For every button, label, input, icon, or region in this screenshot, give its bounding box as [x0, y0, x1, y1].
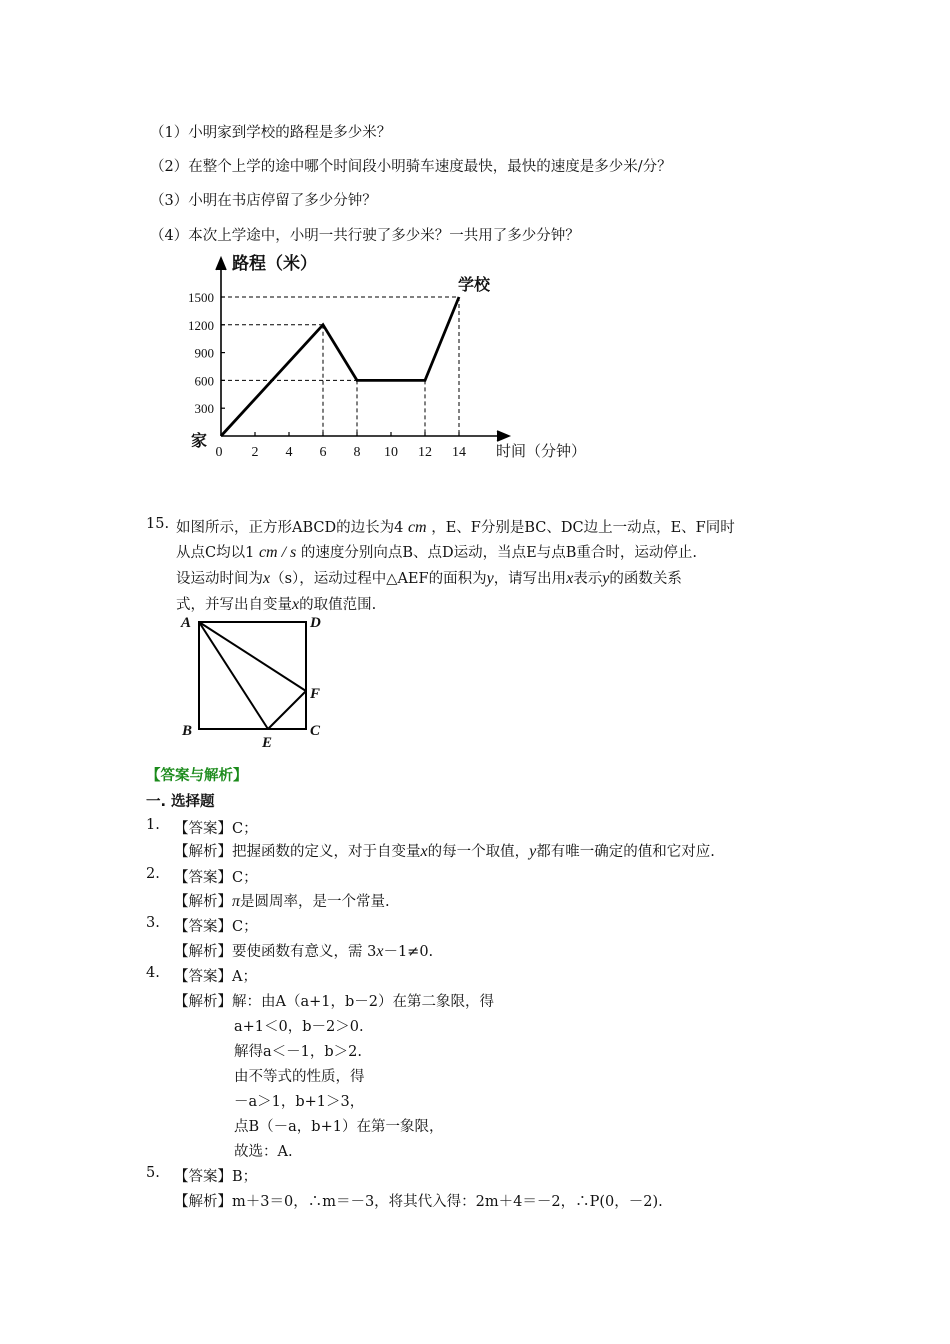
y-tick-label: 1200 — [188, 317, 214, 333]
answer-4: 【答案】A； — [174, 969, 257, 985]
x-axis-arrow — [497, 431, 509, 441]
var-x: x — [263, 570, 271, 587]
x-tick-label: 6 — [319, 445, 327, 460]
symbol-pi: π — [232, 893, 241, 910]
item-number: 1. — [146, 817, 160, 833]
label-b: B — [182, 723, 193, 739]
problem-15-line-1 — [176, 516, 735, 537]
x-tick-label: 10 — [384, 445, 398, 460]
x-tick-label: 2 — [251, 445, 259, 460]
p15-text: 的速度分别向点B、点D运动，当点E与点B重合时，运动停止. — [300, 545, 698, 561]
item-number: 2. — [146, 866, 160, 882]
var-x: x — [376, 943, 384, 960]
problem-15-number: 15. — [146, 516, 170, 532]
explanation-4-line: －a＞1，b+1＞3， — [234, 1094, 365, 1110]
item-number: 5. — [146, 1165, 160, 1181]
y-tick-label: 900 — [194, 345, 214, 361]
explanation-4-line: a+1＜0，b－2＞0. — [234, 1019, 364, 1035]
x-tick-label: 4 — [285, 445, 293, 460]
answer-5: 【答案】B； — [174, 1169, 258, 1185]
x-tick-label: 14 — [452, 445, 466, 460]
y-axis-arrow — [216, 258, 226, 270]
var-y: y — [529, 843, 537, 860]
x-tick-label: 0 — [215, 445, 223, 460]
segment-ef — [268, 691, 306, 729]
distance-time-chart — [180, 250, 620, 470]
var-x: x — [566, 570, 574, 587]
explanation-2 — [174, 890, 390, 911]
item-number: 3. — [146, 915, 160, 931]
question-1: （1）小明家到学校的路程是多少米？ — [150, 125, 392, 141]
square-figure — [176, 610, 336, 750]
p15-text: 式，并写出自变量 — [176, 597, 292, 613]
p15-text: ，E、F分别是BC、DC边上一动点，E、F同时 — [431, 520, 735, 536]
label-f: F — [310, 686, 321, 702]
question-3: （3）小明在书店停留了多少分钟？ — [150, 193, 377, 209]
question-4: （4）本次上学途中，小明一共行驶了多少米？一共用了多少分钟？ — [150, 228, 580, 244]
exp-text: 的每一个取值， — [427, 844, 530, 860]
y-tick-label: 1500 — [188, 290, 214, 305]
answer-1: 【答案】C； — [174, 821, 258, 837]
question-2: （2）在整个上学的途中哪个时间段小明骑车速度最快，最快的速度是多少米/分？ — [150, 159, 672, 175]
p15-text: ，请写出用 — [493, 571, 567, 587]
explanation-4-line: 解得a＜－1，b＞2. — [234, 1044, 362, 1060]
var-x: x — [292, 596, 300, 613]
exp-text: 【解析】把握函数的定义，对于自变量 — [174, 844, 421, 860]
x-tick-label: 8 — [353, 445, 361, 460]
unit-cm: cm — [407, 519, 427, 536]
problem-15-line-2 — [176, 541, 697, 562]
exp-text: 【解析】 — [174, 894, 232, 910]
p15-text: 的函数关系 — [609, 571, 682, 587]
var-y: y — [602, 570, 610, 587]
square-abcd — [199, 622, 306, 729]
explanation-4-line: 点B（－a，b+1）在第一象限， — [234, 1119, 444, 1135]
label-d: D — [310, 615, 321, 631]
explanation-4-line: 由不等式的性质，得 — [234, 1069, 365, 1085]
explanation-1 — [174, 840, 715, 861]
x-tick-label: 12 — [418, 445, 432, 460]
answer-3: 【答案】C； — [174, 919, 258, 935]
exp-text: 【解析】要使函数有意义，需 3 — [174, 944, 377, 960]
section-title: 一. 选择题 — [146, 794, 215, 810]
series-line — [221, 297, 459, 436]
p15-text: 如图所示，正方形ABCD的边长为4 — [176, 520, 404, 536]
origin-label: 家 — [191, 433, 208, 450]
segment-af — [199, 622, 306, 691]
exp-text: 是圆周率，是一个常量. — [240, 894, 390, 910]
answer-2: 【答案】C； — [174, 870, 258, 886]
p15-text: 设运动时间为 — [176, 571, 263, 587]
y-tick-label: 600 — [194, 373, 214, 389]
unit-cm-per-s: cm / s — [258, 544, 297, 561]
explanation-3 — [174, 940, 433, 961]
x-axis-label: 时间（分钟） — [496, 444, 587, 460]
answers-title: 【答案与解析】 — [146, 768, 248, 784]
item-number: 4. — [146, 965, 160, 981]
exp-text: －1≠0. — [383, 944, 434, 960]
var-y: y — [486, 570, 494, 587]
var-x: x — [420, 843, 428, 860]
y-axis-label: 路程（米） — [232, 254, 317, 273]
p15-text: 表示 — [573, 571, 603, 587]
label-e: E — [262, 735, 273, 750]
p15-text: 从点C均以1 — [176, 545, 255, 561]
label-a: A — [181, 615, 192, 631]
y-tick-label: 300 — [194, 401, 214, 417]
segment-ae — [199, 622, 268, 729]
exp-text: 都有唯一确定的值和它对应. — [536, 844, 715, 860]
explanation-4-line: 故选：A. — [234, 1144, 293, 1160]
explanation-5: 【解析】m＋3＝0，∴m＝－3，将其代入得：2m＋4＝－2，∴P(0，－2). — [174, 1194, 663, 1210]
p15-text: （s），运动过程中△AEF的面积为 — [270, 571, 487, 587]
label-c: C — [310, 723, 321, 739]
problem-15-line-3 — [176, 567, 682, 588]
end-label: 学校 — [458, 277, 491, 294]
p15-text: 的取值范围. — [299, 597, 377, 613]
explanation-4: 【解析】解：由A（a+1，b－2）在第二象限，得 — [174, 994, 494, 1010]
